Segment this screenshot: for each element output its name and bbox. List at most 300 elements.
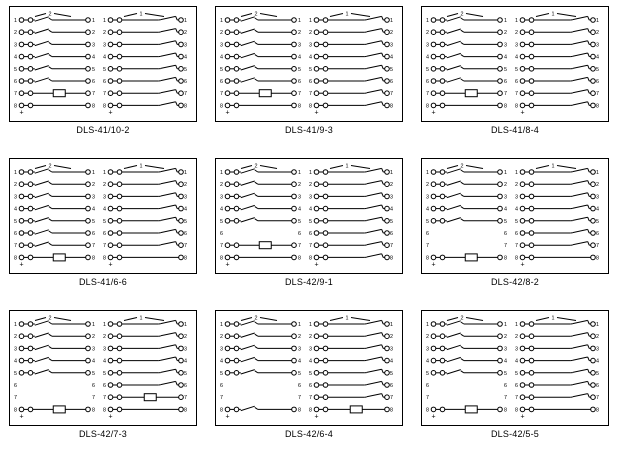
svg-text:7: 7	[92, 395, 95, 402]
svg-text:6: 6	[390, 231, 393, 237]
svg-text:5: 5	[504, 218, 507, 225]
panel-caption: DLS-41/10-2	[76, 125, 130, 135]
svg-text:5: 5	[515, 218, 518, 225]
svg-text:+: +	[19, 413, 24, 421]
svg-text:8: 8	[390, 255, 393, 262]
svg-text:1: 1	[14, 18, 17, 24]
svg-text:7: 7	[92, 243, 95, 250]
svg-text:6: 6	[309, 383, 312, 389]
svg-text:3: 3	[103, 194, 106, 201]
svg-text:2: 2	[254, 163, 258, 170]
svg-text:4: 4	[220, 54, 223, 61]
svg-text:1: 1	[92, 18, 95, 24]
svg-text:3: 3	[103, 346, 106, 353]
svg-text:8: 8	[596, 255, 599, 262]
svg-text:1: 1	[515, 322, 518, 328]
relay-diagram	[9, 6, 197, 122]
svg-text:3: 3	[92, 194, 95, 201]
svg-text:3: 3	[390, 42, 393, 49]
svg-text:5: 5	[103, 370, 106, 377]
diagram-panel	[0, 0, 206, 152]
svg-text:7: 7	[103, 395, 106, 402]
svg-text:7: 7	[426, 395, 429, 402]
svg-text:1: 1	[220, 322, 223, 328]
svg-text:1: 1	[426, 322, 429, 328]
relay-diagram	[421, 158, 609, 274]
svg-text:+: +	[520, 109, 525, 117]
svg-text:1: 1	[390, 170, 393, 176]
svg-text:8: 8	[298, 103, 301, 110]
svg-text:4: 4	[309, 54, 312, 61]
svg-text:7: 7	[184, 243, 187, 250]
svg-text:8: 8	[184, 103, 187, 110]
relay-diagram	[421, 310, 609, 426]
diagram-panel	[412, 152, 618, 304]
svg-text:3: 3	[298, 42, 301, 49]
svg-text:3: 3	[220, 194, 223, 201]
svg-text:7: 7	[515, 91, 518, 98]
svg-text:7: 7	[596, 243, 599, 250]
svg-text:2: 2	[460, 315, 464, 322]
svg-text:4: 4	[504, 358, 507, 365]
svg-text:8: 8	[220, 407, 223, 414]
svg-text:1: 1	[139, 163, 143, 170]
svg-text:2: 2	[92, 30, 95, 37]
svg-text:3: 3	[309, 42, 312, 49]
svg-text:2: 2	[504, 334, 507, 341]
svg-text:2: 2	[298, 30, 301, 37]
panel-caption: DLS-41/8-4	[490, 125, 540, 135]
diagram-panel	[412, 0, 618, 152]
svg-text:8: 8	[92, 255, 95, 262]
svg-text:4: 4	[298, 54, 301, 61]
svg-text:4: 4	[184, 206, 187, 213]
svg-text:5: 5	[92, 66, 95, 73]
svg-text:4: 4	[504, 54, 507, 61]
svg-text:1: 1	[345, 11, 349, 18]
svg-text:5: 5	[426, 218, 429, 225]
svg-text:5: 5	[504, 66, 507, 73]
svg-text:2: 2	[596, 30, 599, 37]
svg-text:6: 6	[390, 383, 393, 389]
diagram-panel	[206, 304, 412, 456]
svg-text:7: 7	[14, 395, 17, 402]
svg-text:3: 3	[390, 194, 393, 201]
svg-text:2: 2	[48, 315, 52, 322]
svg-text:2: 2	[390, 182, 393, 189]
svg-text:6: 6	[220, 79, 223, 85]
svg-text:5: 5	[390, 218, 393, 225]
relay-diagram	[215, 310, 403, 426]
svg-text:2: 2	[220, 182, 223, 189]
panel-caption: DLS-42/7-3	[78, 429, 128, 439]
svg-text:5: 5	[426, 66, 429, 73]
relay-diagram	[9, 310, 197, 426]
svg-text:6: 6	[92, 231, 95, 237]
svg-text:2: 2	[220, 334, 223, 341]
svg-text:2: 2	[390, 334, 393, 341]
svg-text:3: 3	[426, 194, 429, 201]
svg-text:8: 8	[426, 255, 429, 262]
svg-text:6: 6	[298, 79, 301, 85]
svg-text:3: 3	[220, 42, 223, 49]
svg-text:1: 1	[515, 170, 518, 176]
svg-text:5: 5	[298, 370, 301, 377]
svg-text:2: 2	[515, 334, 518, 341]
svg-text:8: 8	[596, 407, 599, 414]
svg-text:5: 5	[220, 370, 223, 377]
svg-text:3: 3	[14, 194, 17, 201]
svg-text:8: 8	[220, 255, 223, 262]
svg-text:7: 7	[184, 91, 187, 98]
svg-text:5: 5	[309, 218, 312, 225]
svg-text:8: 8	[92, 407, 95, 414]
panel-caption: DLS-41/6-6	[78, 277, 128, 287]
svg-text:1: 1	[14, 170, 17, 176]
svg-text:6: 6	[103, 79, 106, 85]
svg-text:7: 7	[390, 91, 393, 98]
svg-text:3: 3	[596, 346, 599, 353]
svg-text:+: +	[520, 413, 525, 421]
svg-text:6: 6	[298, 383, 301, 389]
svg-text:4: 4	[103, 358, 106, 365]
svg-text:4: 4	[92, 206, 95, 213]
svg-text:6: 6	[220, 231, 223, 237]
svg-text:5: 5	[309, 370, 312, 377]
svg-text:2: 2	[426, 182, 429, 189]
panel-caption: DLS-42/5-5	[490, 429, 540, 439]
svg-text:8: 8	[103, 407, 106, 414]
svg-text:+: +	[431, 109, 436, 117]
svg-text:4: 4	[515, 54, 518, 61]
svg-text:7: 7	[298, 243, 301, 250]
svg-text:8: 8	[309, 407, 312, 414]
svg-text:1: 1	[309, 18, 312, 24]
svg-text:6: 6	[390, 79, 393, 85]
svg-text:6: 6	[596, 79, 599, 85]
svg-text:4: 4	[14, 206, 17, 213]
svg-text:1: 1	[551, 11, 555, 18]
svg-text:4: 4	[14, 358, 17, 365]
svg-text:5: 5	[515, 370, 518, 377]
svg-text:4: 4	[103, 54, 106, 61]
svg-text:7: 7	[390, 243, 393, 250]
svg-text:7: 7	[426, 243, 429, 250]
svg-text:4: 4	[390, 206, 393, 213]
svg-text:+: +	[108, 261, 113, 269]
svg-text:2: 2	[298, 182, 301, 189]
svg-text:6: 6	[92, 79, 95, 85]
svg-text:1: 1	[220, 18, 223, 24]
relay-diagram	[421, 6, 609, 122]
svg-text:5: 5	[515, 66, 518, 73]
svg-text:1: 1	[92, 170, 95, 176]
svg-text:8: 8	[390, 407, 393, 414]
svg-text:2: 2	[254, 315, 258, 322]
svg-text:4: 4	[390, 54, 393, 61]
svg-text:4: 4	[596, 358, 599, 365]
svg-text:4: 4	[426, 358, 429, 365]
svg-text:+: +	[314, 109, 319, 117]
svg-text:4: 4	[426, 206, 429, 213]
svg-text:2: 2	[596, 334, 599, 341]
diagram-panel	[412, 304, 618, 456]
svg-text:3: 3	[298, 194, 301, 201]
svg-text:+: +	[108, 109, 113, 117]
svg-text:7: 7	[504, 243, 507, 250]
svg-text:2: 2	[309, 30, 312, 37]
svg-text:6: 6	[309, 79, 312, 85]
svg-text:8: 8	[14, 103, 17, 110]
svg-text:5: 5	[184, 66, 187, 73]
svg-text:2: 2	[309, 182, 312, 189]
svg-text:7: 7	[309, 395, 312, 402]
svg-text:7: 7	[14, 91, 17, 98]
svg-text:3: 3	[220, 346, 223, 353]
svg-text:6: 6	[184, 383, 187, 389]
svg-text:6: 6	[103, 231, 106, 237]
svg-text:4: 4	[515, 206, 518, 213]
svg-text:1: 1	[426, 18, 429, 24]
svg-text:4: 4	[309, 358, 312, 365]
svg-text:6: 6	[103, 383, 106, 389]
svg-text:5: 5	[596, 370, 599, 377]
svg-text:1: 1	[551, 315, 555, 322]
svg-text:8: 8	[220, 103, 223, 110]
svg-text:8: 8	[504, 255, 507, 262]
svg-text:4: 4	[92, 358, 95, 365]
panel-caption: DLS-41/9-3	[284, 125, 334, 135]
svg-text:+: +	[314, 261, 319, 269]
svg-text:3: 3	[14, 42, 17, 49]
svg-text:1: 1	[309, 322, 312, 328]
svg-text:1: 1	[103, 18, 106, 24]
svg-text:8: 8	[426, 407, 429, 414]
svg-text:7: 7	[390, 395, 393, 402]
svg-text:6: 6	[515, 383, 518, 389]
svg-text:5: 5	[103, 66, 106, 73]
svg-text:1: 1	[596, 170, 599, 176]
svg-text:6: 6	[596, 231, 599, 237]
svg-text:2: 2	[48, 11, 52, 18]
svg-text:2: 2	[14, 182, 17, 189]
svg-text:6: 6	[504, 79, 507, 85]
svg-text:5: 5	[596, 218, 599, 225]
svg-text:3: 3	[515, 346, 518, 353]
svg-text:2: 2	[92, 334, 95, 341]
svg-text:4: 4	[220, 206, 223, 213]
svg-text:+: +	[19, 109, 24, 117]
svg-text:6: 6	[426, 383, 429, 389]
svg-text:6: 6	[426, 231, 429, 237]
panel-caption: DLS-42/8-2	[490, 277, 540, 287]
svg-text:2: 2	[504, 30, 507, 37]
svg-text:4: 4	[426, 54, 429, 61]
svg-text:1: 1	[139, 315, 143, 322]
svg-text:2: 2	[103, 30, 106, 37]
svg-text:7: 7	[504, 91, 507, 98]
svg-text:5: 5	[220, 218, 223, 225]
svg-text:2: 2	[92, 182, 95, 189]
svg-text:7: 7	[184, 395, 187, 402]
svg-text:4: 4	[14, 54, 17, 61]
svg-text:6: 6	[92, 383, 95, 389]
svg-text:+: +	[431, 413, 436, 421]
svg-text:2: 2	[184, 334, 187, 341]
svg-text:3: 3	[515, 42, 518, 49]
svg-text:6: 6	[596, 383, 599, 389]
svg-text:3: 3	[504, 194, 507, 201]
svg-text:7: 7	[220, 243, 223, 250]
svg-text:1: 1	[390, 18, 393, 24]
svg-text:+: +	[225, 109, 230, 117]
svg-text:2: 2	[504, 182, 507, 189]
svg-text:8: 8	[103, 255, 106, 262]
svg-text:8: 8	[515, 103, 518, 110]
svg-text:5: 5	[426, 370, 429, 377]
svg-text:5: 5	[184, 370, 187, 377]
svg-text:7: 7	[92, 91, 95, 98]
svg-text:2: 2	[298, 334, 301, 341]
svg-text:7: 7	[220, 395, 223, 402]
svg-text:1: 1	[504, 322, 507, 328]
svg-text:4: 4	[184, 54, 187, 61]
svg-text:6: 6	[220, 383, 223, 389]
svg-text:5: 5	[103, 218, 106, 225]
svg-text:4: 4	[515, 358, 518, 365]
svg-text:7: 7	[298, 91, 301, 98]
svg-text:3: 3	[426, 346, 429, 353]
svg-text:4: 4	[220, 358, 223, 365]
svg-text:+: +	[520, 261, 525, 269]
svg-text:8: 8	[103, 103, 106, 110]
svg-text:1: 1	[596, 322, 599, 328]
svg-text:7: 7	[14, 243, 17, 250]
svg-text:2: 2	[103, 182, 106, 189]
svg-text:3: 3	[426, 42, 429, 49]
diagram-panel	[0, 304, 206, 456]
diagram-panel	[0, 152, 206, 304]
svg-text:6: 6	[515, 231, 518, 237]
svg-text:1: 1	[220, 170, 223, 176]
svg-text:8: 8	[426, 103, 429, 110]
svg-text:1: 1	[103, 170, 106, 176]
svg-text:1: 1	[139, 11, 143, 18]
svg-text:2: 2	[103, 334, 106, 341]
svg-text:1: 1	[596, 18, 599, 24]
svg-text:2: 2	[515, 30, 518, 37]
diagram-panel	[206, 152, 412, 304]
svg-text:3: 3	[390, 346, 393, 353]
svg-text:6: 6	[504, 383, 507, 389]
svg-text:1: 1	[551, 163, 555, 170]
svg-text:5: 5	[390, 370, 393, 377]
svg-text:4: 4	[504, 206, 507, 213]
svg-text:8: 8	[298, 407, 301, 414]
svg-text:1: 1	[504, 18, 507, 24]
svg-text:5: 5	[184, 218, 187, 225]
svg-text:3: 3	[184, 194, 187, 201]
svg-text:1: 1	[390, 322, 393, 328]
diagram-panel	[206, 0, 412, 152]
svg-text:2: 2	[426, 334, 429, 341]
svg-text:6: 6	[184, 79, 187, 85]
panel-caption: DLS-42/9-1	[284, 277, 334, 287]
svg-text:8: 8	[309, 255, 312, 262]
svg-text:5: 5	[14, 370, 17, 377]
svg-text:1: 1	[298, 170, 301, 176]
svg-text:1: 1	[103, 322, 106, 328]
svg-text:5: 5	[298, 66, 301, 73]
svg-text:2: 2	[220, 30, 223, 37]
svg-text:5: 5	[220, 66, 223, 73]
svg-text:3: 3	[515, 194, 518, 201]
svg-text:3: 3	[309, 346, 312, 353]
svg-text:3: 3	[14, 346, 17, 353]
svg-text:8: 8	[309, 103, 312, 110]
svg-text:1: 1	[184, 170, 187, 176]
svg-text:4: 4	[298, 358, 301, 365]
svg-text:1: 1	[92, 322, 95, 328]
svg-text:4: 4	[298, 206, 301, 213]
svg-text:4: 4	[596, 54, 599, 61]
svg-text:7: 7	[220, 91, 223, 98]
svg-text:7: 7	[596, 91, 599, 98]
svg-text:6: 6	[14, 79, 17, 85]
svg-text:3: 3	[596, 194, 599, 201]
svg-text:+: +	[108, 413, 113, 421]
svg-text:7: 7	[298, 395, 301, 402]
svg-text:8: 8	[184, 255, 187, 262]
svg-text:8: 8	[596, 103, 599, 110]
svg-text:8: 8	[298, 255, 301, 262]
svg-text:3: 3	[504, 42, 507, 49]
svg-text:4: 4	[184, 358, 187, 365]
svg-text:2: 2	[309, 334, 312, 341]
svg-text:2: 2	[184, 182, 187, 189]
svg-text:+: +	[314, 413, 319, 421]
svg-text:1: 1	[345, 315, 349, 322]
svg-text:6: 6	[14, 383, 17, 389]
svg-text:2: 2	[14, 334, 17, 341]
svg-text:5: 5	[92, 370, 95, 377]
svg-text:5: 5	[14, 66, 17, 73]
svg-text:4: 4	[103, 206, 106, 213]
svg-text:2: 2	[460, 163, 464, 170]
svg-text:7: 7	[426, 91, 429, 98]
svg-text:8: 8	[504, 407, 507, 414]
svg-text:3: 3	[92, 42, 95, 49]
svg-text:2: 2	[596, 182, 599, 189]
svg-text:7: 7	[515, 243, 518, 250]
svg-text:4: 4	[309, 206, 312, 213]
svg-text:5: 5	[504, 370, 507, 377]
svg-text:5: 5	[298, 218, 301, 225]
svg-text:1: 1	[298, 322, 301, 328]
svg-text:7: 7	[103, 91, 106, 98]
svg-text:+: +	[431, 261, 436, 269]
svg-text:4: 4	[596, 206, 599, 213]
svg-text:8: 8	[515, 407, 518, 414]
svg-text:8: 8	[184, 407, 187, 414]
svg-text:1: 1	[515, 18, 518, 24]
relay-diagram	[9, 158, 197, 274]
svg-text:8: 8	[390, 103, 393, 110]
svg-text:7: 7	[515, 395, 518, 402]
relay-diagram	[215, 158, 403, 274]
svg-text:3: 3	[184, 346, 187, 353]
relay-diagram	[215, 6, 403, 122]
